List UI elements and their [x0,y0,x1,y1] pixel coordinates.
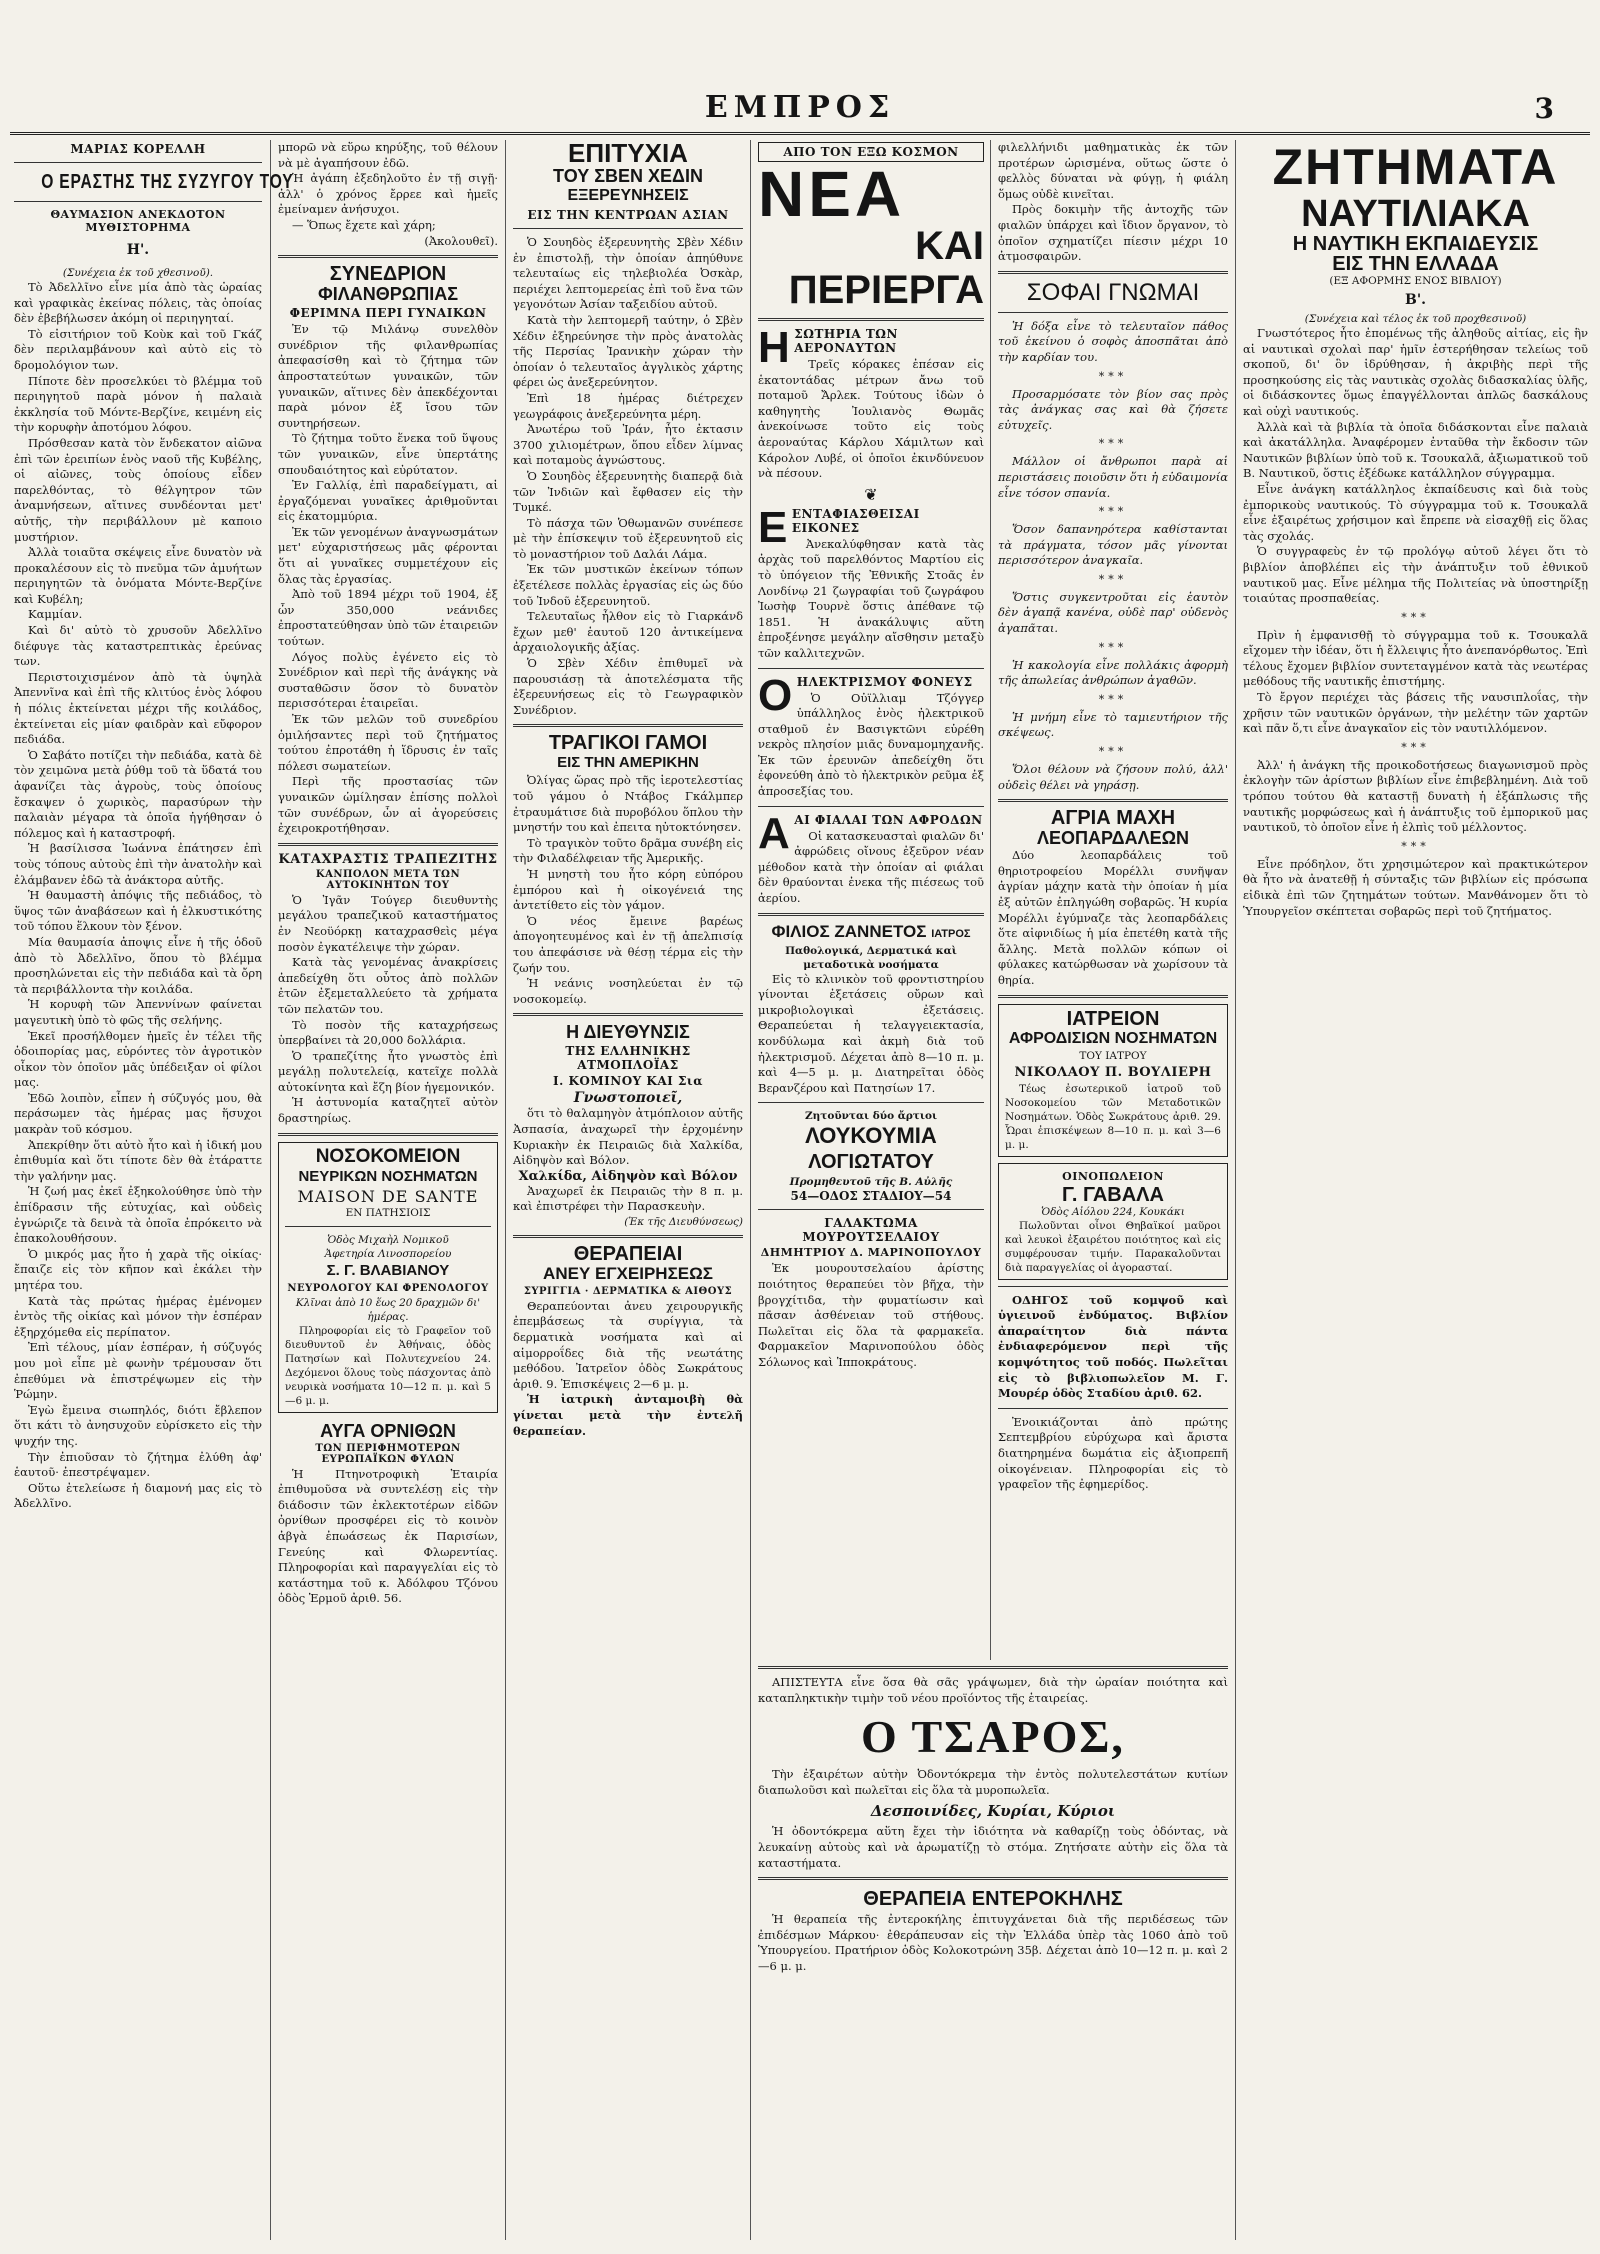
paragraph: Ὁ τραπεζίτης ἦτο γνωστὸς ἐπὶ μεγάλῃ πολυτελείᾳ, κατεῖχε πολλὰ αὐτοκίνητα καὶ ἔζη βίον ἡγεμονικόν. [278,1048,498,1094]
novel-title [14,169,294,195]
ad-subtitle: ΣΥΡΙΓΓΙΑ · ΔΕΡΜΑΤΙΚΑ & ΑΙΘΟΥΣ [523,1285,733,1297]
continuation-note: (Συνέχεια καὶ τέλος ἐκ τοῦ προχθεσινοῦ) [1304,313,1527,325]
paragraph: Ἀνωτέρω τοῦ Ἰράν, ἦτο ἐκτασιν 3700 χιλιομέτρων, ὅπου εἶδεν λίμνας καὶ ποταμοὺς ἀγνώστους. [513,422,743,468]
paragraph: Ἡ ἀγάπη ἐξεδηλοῦτο ἐν τῇ σιγῇ· ἀλλ' ὁ χρόνος ἔρρεε καὶ ἡμεῖς ἐμείναμεν ἀνήσυχοι. [278,171,498,217]
paragraph: — Ὅπως ἔχετε καὶ χάρη; [292,217,436,232]
stars-separator: *** [1098,369,1128,383]
paragraph: Πρόσθεσαν κατὰ τὸν ἕνδεκατον αἰῶνα ἐπὶ τῶν ἐρειπίων ἑνὸς ναοῦ τῆς Κυβέλης, οἱ αἰῶνες, τοὺς ὁποίους εἶδεν παρελθόντας, τὸ θέλγητρον τῶν ἀναμνήσεων, αἴτινες συνδέονται μετ' αὐτῆς, τὴν περιβάλλουν μὲ καποιο μυστήριον. [14,435,262,544]
paragraph: Ἡ νεάνις νοσηλεύεται ἐν τῷ νοσοκομείῳ. [513,976,743,1006]
ad-doctor-name: ΦΙΛΙΟΣ ΖΑΝΝΕΤΟΣ [771,921,927,941]
paragraph: Ἀλλὰ τοιαῦτα σκέψεις εἶνε δυνατὸν νὰ προκαλέσουν εἰς τὸ πνεῦμα τῶν ἀμυήτων περιηγητῶν τὰ ὀνόματα Μόντε-Βερζίνε καὶ Κυβέλη; [14,545,262,606]
paragraph: Ὁ μικρός μας ἦτο ἡ χαρὰ τῆς οἰκίας· ἔπαιζε εἰς τὸν κῆπον καὶ ἐκάλει τὴν μητέρα του. [14,1246,262,1292]
ad-nosokomeion [278,1142,498,1413]
author-name: ΜΑΡΙΑΣ ΚΟΡΕΛΛΗ [70,142,206,156]
paragraph: Καὶ δι' αὐτὸ τὸ χρυσοῦν Ἀδελλῖνο διέφυγε τὰς καταστρεπτικὰς ἐρεύνας των. [14,623,262,669]
paragraph: Γνωστότερος ἦτο ἐπομένως τῆς ἀληθοῦς αἰτίας, εἰς ἣν αἱ ναυτικαὶ σχολαὶ παρ' ἡμῖν ἐστερήθησαν τελείως τοῦ σκοποῦ, δι' ὃν ἱδρύθησαν, ἡ ἀκριβὴς περὶ τῆς προσηκούσης εἰς τὰς ναυτικὰς σχολὰς διδασκαλίας ὑλῆς, οἱ διδάσκοντες ὅμως ἐπαγγέλλονται ἀπλῶς δασκάλους καὶ οὐχὶ ναυτικούς. [1243,326,1588,418]
ad-title [758,922,984,944]
divider [998,995,1228,998]
paragraph: Τὴν ἐπιοῦσαν τὸ ζήτημα ἐλύθη ἀφ' ἑαυτοῦ· ἐπεστρέψαμεν. [14,1449,262,1480]
divider [513,1235,743,1238]
maxim: Προσαρμόσατε τὸν βίον σας πρὸς τὰς ἀνάγκας σας καὶ θὰ ζήσετε εὐτυχεῖς. [998,386,1228,432]
paragraph: Ἐκ τῶν μελῶν τοῦ συνεδρίου ὁμιλήσαντες περὶ τοῦ ζητήματος τούτου ἐπροτάθη ἡ ἵδρυσις ἐν ταῖς πόλεσι σωματείων. [278,712,498,773]
section-title-perierga: ΚΑΙ ΠΕΡΙΕΡΓΑ [788,224,984,312]
column-3 [513,140,743,2240]
column-rule [505,140,506,2240]
ad-text: Ἀναχωρεῖ ἐκ Πειραιῶς τὴν 8 π. μ. καὶ ἐπιστρέφει τὴν Παρασκευὴν. [513,1183,743,1214]
ad-title: ΑΝΕΥ ΕΓΧΕΙΡΗΣΕΩΣ [543,1263,713,1283]
paragraph: Ἐπὶ τέλους, μίαν ἑσπέραν, ἡ σύζυγός μου μοὶ εἶπε μὲ φωνὴν τρέμουσαν ὅτι ἐπεθύμει νὰ ἐπιστρέψωμεν εἰς τὴν Ῥώμην. [14,1340,262,1402]
ad-text: Τὴν ἐξαιρέτων αὐτὴν Ὀδοντόκρεμα τὴν ἐντὸς πολυτελεστάτων κυτίων διαπωλοῦσι καὶ πωλεῖται εἰς ὅλα τὰ μυροπωλεῖα. [758,1767,1228,1797]
ad-text: Εἰς τὸ κλινικὸν τοῦ φροντιστηρίου γίνονται ἐξετάσεις οὔρων καὶ μικροβιολογικαὶ ἐξετάσεις. Θεραπεύεται ἡ τελαγγειεκτασία, κονδύλωμα καὶ ἀκμὴ διὰ τοῦ ἠλεκτρισμοῦ. Δέχεται ἀπὸ 8—10 π. μ. καὶ 4—5 μ. μ. Διατηρεῖται ὁδὸς Βερανζέρου καὶ Πατησίων 17. [758,971,984,1095]
paragraph: Ἡ βασίλισσα Ἰωάννα ἐπάτησεν ἐπὶ τοὺς τόπους αὐτοὺς ἐπὶ τὴν ἀνατολὴν καὶ ἐλάμβανεν ἐδῶ τὰ ἀνάκτορα αὐτῆς. [14,841,262,887]
ad-title: Η ΔΙΕΥΘΥΝΣΙΣ [566,1022,690,1043]
article-title: ΤΟΥ ΣΒΕΝ ΧΕΔΙΝ [553,166,703,186]
paragraph: Πρὸς δοκιμὴν τῆς ἀντοχῆς τῶν φιαλῶν ὑπάρχει καὶ ἴδιον ὄργανον, τὸ ὁποῖον σχηματίζει πίεσιν μέχρι 10 ἀτμοσφαιρῶν. [998,202,1228,264]
chapter-number: Η'. [126,242,150,258]
news-heading [758,502,984,552]
paragraph: Ἀπὸ τοῦ 1894 μέχρι τοῦ 1904, ἐξ ὧν 350,000 νεάνιδες ἐπροστατεύθησαν ὑπὸ τῶν ἑταιρειῶν τούτων. [278,587,498,649]
paragraph: Ἀλλ' ἡ ἀνάγκη τῆς προικοδοτήσεως διαγωνισμοῦ πρὸς ἐκλογὴν τῶν ἀρίστων βιβλίων εἶνε ἐπιβεβλημένη. Διὰ τοῦ τρόπου τούτου θὰ καταστῇ δυνατὴ ἡ ἐξάπλωσις τῆς ναυτικῆς μορφώσεως καὶ ἡ ἀνάπτυξις τοῦ ἐμπορικοῦ μας ναυτικοῦ, τὸ ὁποῖον εἶνε ἡ ἐλπὶς τοῦ μέλλοντος. [1243,757,1588,835]
stars-separator: *** [1098,505,1128,519]
article-title: ΕΞΕΡΕΥΝΗΣΕΙΣ [567,187,689,204]
ad-supplier: Προμηθευτοῦ τῆς Β. Αὐλῆς [789,1176,953,1189]
page-number: 3 [1534,92,1554,125]
paragraph: Ἡ μνηστὴ του ἦτο κόρη εὐπόρου ἐμπόρου καὶ ἡ οἰκογένειά της ἀντετίθετο εἰς τὸν γάμον. [513,866,743,913]
paragraph: Καμμίαν. [28,607,83,622]
dropcap: Ε [758,502,788,552]
paragraph: Ἡ κορυφὴ τῶν Ἀπεννίνων φαίνεται μαγευτικὴ ὑπὸ τὸ φῶς τῆς σελήνης. [14,997,262,1027]
news-heading-text: ΕΝΤΑΦΙΑΣΘΕΙΣΑΙ ΕΙΚΟΝΕΣ [791,506,920,535]
wide-ad-area [758,1660,1228,2240]
dropcap: Η [758,323,791,372]
article-subtitle: ΕΙΣ ΤΗΝ ΚΕΝΤΡΩΑΝ ΑΣΙΑΝ [527,208,729,222]
article-subtitle: Η ΝΑΥΤΙΚΗ ΕΚΠΑΙΔΕΥΣΙΣ [1292,233,1539,255]
maxim: Ὅλοι θέλουν νὰ ζήσουν πολύ, ἀλλ' οὐδεὶς θέλει νὰ γηράσῃ. [998,762,1228,792]
paragraph: Τρεῖς κόρακες ἐπέσαν εἰς ἑκατοντάδας μέτρων ἄνω τοῦ ποταμοῦ Ἄρλεκ. Τούτους ἰδὼν ὁ καθηγητὴς Ἰουλιανὸς Θωμᾶς ἀνεκοίνωσε τοῦτο εἰς τοὺς ἀεροναύτας Κάρλου Χάμιλτων καὶ Κάρολον Λυβέ, οἱ ὁποῖοι ἐκινδύνευον νὰ πέσουν. [758,357,984,481]
divider [278,255,498,258]
ad-title: ΑΦΡΟΔΙΣΙΩΝ ΝΟΣΗΜΑΤΩΝ [1008,1029,1218,1047]
ad-address: Ὁδὸς Αἰόλου 224, Κουκάκι [1041,1205,1185,1218]
divider [998,799,1228,802]
divider [998,1408,1228,1409]
divider [285,1226,491,1227]
ad-text: Τέως ἐσωτερικοῦ ἰατροῦ τοῦ Νοσοκομείου τῶν Μεταδοτικῶν Νοσημάτων. Ὁδὸς Σωκράτους ἀριθ. 29. Ὧραι ἐπισκέψεων 8—10 π. μ. καὶ 3—6 μ. μ. [1005,1082,1221,1151]
paragraph: Εἶνε πρόδηλον, ὅτι χρησιμώτερον καὶ πρακτικώτερον θὰ ἦτο νὰ ἀνατεθῇ ἡ σύνταξις τῶν βιβλίων εἰς πρόσωπα εἰδικὰ ἐπὶ τῶν ζητημάτων τούτων. Μανθάνομεν ὅτι τὸ Ὑπουργεῖον σκέπτεται σοβαρῶς περὶ τοῦ ζητήματος. [1243,856,1588,918]
ad-place: ΕΝ ΠΑΤΗΣΙΟΙΣ [345,1206,431,1219]
paragraph: Πίποτε δὲν προσελκύει τὸ βλέμμα τοῦ περιηγητοῦ παρὰ μόνον ἡ παλαιὰ ἐκκλησία τοῦ Μόντε-Βερζίνε, κειμένη εἰς τὴν κορυφὴν ἀποτόμου λόφου. [14,373,262,435]
paragraph: μπορῶ νὰ εὕρω κηρύξης, τοῦ θέλουν νὰ μὲ ἀγαπήσουν ἐδῶ. [278,140,498,170]
article-subtitle: ΕΙΣ ΤΗΝ ΑΜΕΡΙΚΗΝ [557,754,699,772]
ornament-icon: ❦ [864,484,878,504]
ad-title: ΛΟΥΚΟΥΜΙΑ [805,1123,937,1149]
divider [513,724,743,727]
paragraph: Ὀλίγας ὥρας πρὸ τῆς ἱεροτελεστίας τοῦ γάμου ὁ Ντάβος Γκάλμπερ ἐτραυμάτισε διὰ πυροβόλου ὅπλου τὴν μνηστήν του καὶ ἐπειτα ηὐτοκτόνησεν. [513,773,743,835]
article-title: ΤΡΑΓΙΚΟΙ ΓΑΜΟΙ [548,732,708,755]
paragraph: Κατὰ τὰς γενομένας ἀνακρίσεις ἀπεδείχθη ὅτι οὗτος ἀπὸ πολλῶν ἐτῶν ἐξεμεταλλεύετο τὰ χρήματα τῶν πελατῶν του. [278,955,498,1016]
paragraph: Ἀλλὰ καὶ τὰ βιβλία τὰ ὁποῖα διδάσκονται εἶνε παλαιὰ καὶ ἀκατάλληλα. Ἀναφέρομεν ἐνταῦθα τὴν ἔκδοσιν τῶν Ναυτικῶν βιβλίων ὑπὸ τοῦ κ. Τσουκαλᾶ, ἀξιωματικοῦ τοῦ Β. Ναυτικοῦ, ὅστις ἐξέδωκε κατάλληλον σύγγραμμα. [1243,419,1588,481]
ad-name: Γ. ΓΑΒΑΛΑ [1062,1183,1164,1206]
ad-announce: Γνωστοποιεῖ, [573,1090,683,1107]
article-title: ΖΗΤΗΜΑΤΑ [1272,139,1559,195]
paragraph: Τὸ τραγικὸν τοῦτο δρᾶμα συνέβη εἰς τὴν Φιλαδέλφειαν τῆς Ἀμερικῆς. [513,835,743,866]
paragraph: Λόγος πολὺς ἐγένετο εἰς τὸ Συνέδριον καὶ περὶ τῆς ἀνάγκης νὰ συσταθῶσιν ὅσον τὸ δυνατὸν περισσότεραι ἑταιρεῖαι. [278,649,498,711]
paragraph: Ἀνεκαλύφθησαν κατὰ τὰς ἀρχὰς τοῦ παρελθόντος Μαρτίου εἰς τὸ ὑπόγειον τῆς Ἐθνικῆς Στοᾶς ἐν Λονδίνῳ 21 ζωγραφίαι τοῦ ζωγράφου Ἰωσὴφ Τουρνὲ ὅστις ἀπέθανε τῷ 1851. Ἡ ἀνακάλυψις αὕτη ἐπροξένησε μεγάλην αἴσθησιν μεταξὺ τῶν καλλιτεχνῶν. [758,536,984,660]
ad-text: Ἡ θεραπεία τῆς ἐντεροκήλης ἐπιτυγχάνεται διὰ τῆς περιδέσεως τῶν ἐπιδέσμων Μάρκου· ἐθεράπευσαν εἰς τὴν Ἑλλάδα ὑπὲρ τὰς 1060 ἀπὸ τοῦ Ὑπουργείου. Πρατήριον ὁδὸς Κολοκοτρώνη 35β. Δέχεται ἀπὸ 10—12 π. μ. καὶ 2—6 μ. μ. [758,1912,1228,1973]
ad-text: Θεραπεύονται ἀνευ χειρουργικῆς ἐπεμβάσεως τὰ συρίγγια, τὰ δερματικὰ νοσήματα καὶ αἱ αἱμορροΐδες διὰ τῆς νεωτάτης μεθόδου. Ἰατρεῖον ὁδὸς Σωκράτους ἀριθ. 9. Ἐπισκέψεις 2—6 μ. μ. [513,1298,743,1391]
stars-separator: *** [1098,437,1128,451]
ad-tsaros-title: Ο ΤΣΑΡΟΣ, [861,1711,1125,1763]
ad-audience: Δεσποινίδες, Κυρίαι, Κύριοι [870,1802,1116,1821]
ad-title: ΘΕΡΑΠΕΙΑ ΕΝΤΕΡΟΚΗΛΗΣ [863,1888,1123,1911]
to-be-continued: (Ἀκολουθεῖ). [424,233,498,248]
news-heading-text: ΑΙ ΦΙΑΛΑΙ ΤΩΝ ΑΦΡΟΔΩΝ [794,812,983,827]
paragraph: Ὁ νέος ἔμεινε βαρέως ἀπογοητευμένος καὶ ἐν τῇ ἀπελπισίᾳ του ἀπεφάσισε νὰ θέσῃ τέρμα εἰς τὴν ζωήν του. [513,913,743,975]
divider [998,1286,1228,1287]
maxim: Ἡ μνήμη εἶνε τὸ ταμιευτήριον τῆς σκέψεως. [998,709,1228,740]
ad-doctor-role: ΙΑΤΡΟΣ [931,927,971,940]
column-6 [1243,140,1588,2240]
stars-separator: *** [1401,740,1430,754]
news-heading [758,670,984,720]
ad-oinopoleion [998,1163,1228,1280]
divider [998,271,1228,274]
divider [14,162,262,163]
ad-loukoumia [758,1109,984,1203]
divider [998,312,1228,313]
paragraph: Τὸ Ἀδελλῖνο εἶνε μία ἀπὸ τὰς ὡραίας καὶ γραφικὰς ἐκείνας πόλεις, τὰς ὁποίας δὲν ἐβεβήλωσεν ἀκόμη οἱ περιηγηταί. [14,280,262,326]
column-rule [270,140,271,2240]
paragraph: Ἡ ἀστυνομία καταζητεῖ αὐτὸν δραστηρίως. [278,1095,498,1126]
ad-text: Ἡ Πτηνοτροφικὴ Ἑταιρία ἐπιθυμοῦσα νὰ συντελέσῃ εἰς τὴν διάδοσιν τῶν ἐκλεκτοτέρων εἰδῶν ὀρνίθων προσφέρει εἰς τὸ κοινὸν ἀβγὰ ἐπωάσεως ἐκ Παρισίων, Γενεύης καὶ Φλωρεντίας. Πληροφορίαι καὶ παραγγελίαι εἰς τὸ κατάστημα τοῦ κ. Ἀδόλφου Τζόνου ὁδὸς Ἑρμοῦ ἀριθ. 56. [278,1466,498,1606]
ad-of: ΤΟΥ ΙΑΤΡΟΥ [1079,1049,1147,1062]
ad-enoikiazontai: Ἐνοικιάζονται ἀπὸ πρώτης Σεπτεμβρίου εὐρύχωρα καὶ ἄριστα διατηρημένα δωμάτια εἰς ἀξιοπρεπῆ οἰκογένειαν. Πληροφορίαι εἰς τὸ γραφεῖον τῆς ἐφημερίδος. [998,1414,1228,1492]
divider [758,1666,1228,1669]
divider [758,1102,984,1103]
ad-note: Ἀφετηρία Λινοσπορείου [324,1247,452,1260]
stars-separator: *** [1098,745,1128,759]
stars-separator: *** [1098,640,1128,654]
ad-specialty: Παθολογικά, Δερματικά καὶ μεταδοτικὰ νοσήματα [785,944,957,971]
ad-zannetos [758,922,984,1097]
stars-separator: *** [1401,839,1430,853]
divider [513,1013,743,1016]
paragraph: Πρὶν ἡ ἐμφανισθῇ τὸ σύγγραμμα τοῦ κ. Τσουκαλᾶ εἴχομεν τὴν ἰδέαν, ὅτι ἡ ἔλλειψις ἦτο ἀνεπανόρθωτος. Ἐπὶ τέλους ἔχομεν βιβλίον συντεταγμένον κατὰ τὰς νεωτέρας μεθόδους τῆς ναυτικῆς ἐπιστήμης. [1243,627,1588,689]
paragraph: Κατὰ τὰς πρώτας ἡμέρας ἐμένομεν ἐντὸς τῆς οἰκίας καὶ μόνον τὴν ἑσπέραν ἐξηρχόμεθα εἰς περίπατον. [14,1293,262,1339]
novel-title-text: Ο ΕΡΑΣΤΗΣ ΤΗΣ ΣΥΖΥΓΟΥ ΤΟΥ [41,171,294,193]
ad-iatreion [998,1004,1228,1157]
paragraph: Τὸ πάσχα τῶν Ὁθωμανῶν συνέπεσε μὲ τὴν ἐπίσκεψιν τοῦ ἐξερευνητοῦ εἰς τὸ μοναστήριον τοῦ Δαλάι Λάμα. [513,515,743,561]
article-subtitle: ΚΑΝΠΟΛΟΝ ΜΕΤΑ ΤΩΝ ΑΥΤΟΚΙΝΗΤΩΝ ΤΟΥ [315,868,461,891]
maxim: Μάλλον οἱ ἄνθρωποι παρὰ αἱ περιστάσεις ποιοῦσιν ὅτι ἡ εὐδαιμονία εἶνε τόσον σπανία. [998,454,1228,500]
ad-text: Πληροφορίαι εἰς τὸ Γραφεῖον τοῦ διευθυντοῦ ἐν Ἀθήναις, ὁδὸς Πατησίων καὶ Πολυτεχνείου 24. Δεχόμενοι ὅλους τοὺς πάσχοντας ἀπὸ νευρικὰ νοσήματα 10—12 π. μ. καὶ 5—6 μ. μ. [285,1324,491,1407]
dropcap: Ο [758,670,793,720]
paragraph: φιλελλήνιδι μαθηματικὰς ἐκ τῶν προτέρων ὡρισμένα, οὕτως ὥστε ὁ φελλὸς δύναται νὰ φύγῃ, ἡ φιάλη ὅμως οὐδὲ κινεῖται. [998,140,1228,201]
ad-text: Πωλοῦνται οἶνοι Θηβαϊκοί μαῦροι καὶ λευκοὶ ἐξαιρέτου ποιότητος καὶ εἰς συμφέρουσαν τιμήν. Παρακαλοῦνται διὰ παραγγελίας οἱ ἀγορασταί. [1005,1219,1221,1274]
paragraph: Εἶνε ἀνάγκη κατάλληλος ἐκπαίδευσις καὶ διὰ τοὺς ἐμπορικοὺς ναυτικούς. Τὸ σύγγραμμα τοῦ κ. Τσουκαλᾶ εἶνε ἐξαιρέτως χρήσιμον καὶ ἔπρεπε νὰ εἰσαχθῇ εἰς ὅλας τὰς σχολάς. [1243,481,1588,543]
paragraph: Ὁ Σβὲν Χέδιν ἐπιθυμεῖ νὰ παρουσιάσῃ τὰ ἀποτελέσματα τῆς ἐξερευνήσεως εἰς τὸ Γεωγραφικὸν Συνέδριον. [513,656,743,717]
novel-subtitle: ΘΑΥΜΑΣΙΟΝ ΑΝΕΚΔΟΤΟΝ ΜΥΘΙΣΤΟΡΗΜΑ [50,208,226,234]
ad-text: Ἡ ὀδοντόκρεμα αὕτη ἔχει τὴν ἰδιότητα νὰ καθαρίζῃ τοὺς ὀδόντας, νὰ λευκαίνῃ αὐτοὺς καὶ νὰ ἀρωματίζῃ τὸ στόμα. Ζητήσατε αὐτὴν εἰς ὅλα τὰ καταστήματα. [758,1824,1228,1870]
ad-street: 54—ΟΔΟΣ ΣΤΑΔΙΟΥ—54 [790,1189,952,1204]
column-rule [1235,140,1236,2240]
stars-separator: *** [1098,692,1128,706]
divider [278,1133,498,1136]
divider [758,668,984,669]
article-subtitle: ΕΙΣ ΤΗΝ ΕΛΛΑΔΑ [1332,253,1499,275]
ad-title: ΛΟΓΙΩΤΑΤΟΥ [808,1151,934,1174]
ad-hours: Κλῖναι ἀπὸ 10 ἕως 20 δραχμῶν δι' ἡμέρας. [295,1296,481,1323]
divider [758,1209,984,1210]
ad-street: Ὁδὸς Μιχαὴλ Νομικοῦ [327,1233,449,1246]
ad-doctor: ΝΙΚΟΛΑΟΥ Π. ΒΟΥΛΙΕΡΗ [1014,1064,1212,1080]
column-1 [14,140,294,2240]
paragraph: Ἐγὼ ἔμεινα σιωπηλός, διότι ἔβλεπον ὅτι κάτι τὸ ἀνησυχοῦν εὑρίσκετο εἰς τὴν ψυχήν της. [14,1402,262,1448]
ad-odigos: ΟΔΗΓΟΣ τοῦ κομψοῦ καὶ ὑγιεινοῦ ἐνδύματος. Βιβλίον ἀπαραίτητον διὰ πάντα ἐνδιαφερόμενον περὶ τῆς κομψότητος τοῦ ποδός. Πωλεῖται εἰς τὸ βιβλιοπωλεῖον Μ. Γ. Μουρέρ ὁδὸς Σταδίου ἀριθ. 62. [998,1292,1228,1401]
news-heading-text: ΣΩΤΗΡΙΑ ΤΩΝ ΑΕΡΟΝΑΥΤΩΝ [794,327,898,355]
ad-title: ΑΥΓΑ ΟΡΝΙΘΩΝ [320,1420,456,1441]
paragraph: Περιστοιχισμένον ἀπὸ τὰ ὑψηλὰ Ἀπεννῖνα καὶ ἐπὶ τῆς κλιτύος ἑνὸς λόφου ἡ πόλις ἐκτείνεται μέχρι τῆς κοιλάδος, ἐκτείνεται εἰς μίαν φαιδρὰν καὶ εὔφορον πεδιάδα. [14,669,262,747]
paragraph: Ἐκεῖ προσήλθομεν ἡμεῖς ἐν τέλει τῆς ὁδοιπορίας μας, εὑρόντες τὸν ἀγροτικὸν οἶκον τὸν ὁποῖον μᾶς ὑπέδειξαν οἱ φίλοι μας. [14,1028,262,1090]
paragraph: Οἱ κατασκευασταὶ φιαλῶν δι' ἀφρώδεις οἴνους ἐξεῦρον νέαν μέθοδον κατὰ τὴν ὁποίαν αἱ φιάλαι δὲν θραύονται ἐνεκα τῆς πιέσεως τοῦ ἀερίου. [758,828,984,906]
news-heading-text: ΗΛΕΚΤΡΙΣΜΟΥ ΦΟΝΕΥΣ [796,674,973,689]
masthead [10,90,1590,130]
paragraph: Ἀπεκρίθην ὅτι αὐτὸ ἦτο καὶ ἡ ἰδική μου ἐπιθυμία καὶ ὅτι τίποτε δὲν θὰ ἐτάραττε τὴν γαλήνην μας. [14,1137,262,1183]
paragraph: Ὁ Σουηδὸς ἐξερευνητὴς διαπερᾷ διὰ τῶν Ἰνδιῶν καὶ ἔφθασεν εἰς τὴν Τυμκέ. [513,468,743,515]
ad-subtitle: ΔΗΜΗΤΡΙΟΥ Δ. ΜΑΡΙΝΟΠΟΥΛΟΥ [760,1246,982,1260]
continuation-note: (Συνέχεια ἐκ τοῦ χθεσινοῦ). [62,267,214,279]
divider [758,1877,1228,1880]
paragraph: Μία θαυμασία ἀποψις εἶνε ἡ τῆς ὁδοῦ ἀπὸ τὸ Ἀδελλῖνο, ὅπου τὸ βλέμμα προσηλώνεται εἰς τὴν πεδιάδα καὶ τὰ ὄρη τὰ περιβάλλοντα τὴν κοιλάδα. [14,934,262,996]
paragraph: Τὸ ἔργον περιέχει τὰς βάσεις τῆς ναυσιπλοΐας, τὴν χρῆσιν τῶν ναυτικῶν ὀργάνων, τὴν μελέτην τῶν χαρτῶν καὶ πᾶν ὅ,τι εἶνε ἀναγκαῖον εἰς τὸν ναυτιλλόμενον. [1243,690,1588,736]
paragraph: Ὁ Οὐϊλλιαμ Τζόγγερ ὑπάλληλος ἐνὸς ἠλεκτρικοῦ σταθμοῦ ἐν Βασιγκτῶνι εὑρέθη νεκρὸς πλησίον μιᾶς δυναμομηχανῆς. Ἐκ τῶν ἐρευνῶν ἀπεδείχθη ὅτι ἐφονεύθη ἀπὸ τὸ ἠλεκτρικὸν ρεῦμα ἐξ ἀπροσεξίας του. [758,690,984,799]
paragraph: Τὸ ζήτημα τοῦτο ἕνεκα τοῦ ὕψους τῶν γυναικῶν, εἶνε ὑπερτάτης σπουδαιότητος καὶ εὐρύτατον. [278,431,498,477]
paragraph: Περὶ τῆς προστασίας τῶν γυναικῶν ὡμίλησαν ἐπίσης πολλοὶ τῶν συνέδρων, ὧν αἱ ἀγορεύσεις ἐχειροκροτήθησαν. [278,774,498,836]
ad-title: ΝΕΥΡΙΚΩΝ ΝΟΣΗΜΑΤΩΝ [298,1167,478,1185]
paragraph: Ὁ Σουηδὸς ἐξερευνητὴς Σβὲν Χέδιν ἐν ἐπιστολῇ, τὴν ὁποίαν ἀπηύθυνε τελευταίως εἰς τηλεβιολέα Ὀσκὰρ, περιέχει λεπτομερείας ἐπὶ τοῦ ἔνα τῶν γεγονότων Ἀσίαν ταξειδίου αὐτοῦ. [513,235,743,312]
ad-title: ΘΕΡΑΠΕΙΑΙ [573,1242,683,1265]
ad-title: ΓΑΛΑΚΤΩΜΑ ΜΟΥΡΟΥΤΣΕΛΑΙΟΥ [802,1216,940,1245]
maxim: Ἡ δόξα εἶνε τὸ τελευταῖον πάθος τοῦ ἐκείνου ὁ σοφὸς ἀποσπᾶται ἀπὸ τὴν καρδίαν του. [998,318,1228,364]
maxim: Ἡ κακολογία εἶνε πολλάκις ἀφορμὴ τῆς ἀπωλείας ἀνθρώπων ἀγαθῶν. [998,657,1228,688]
ad-line: Ζητοῦνται δύο ἄρτιοι [804,1110,938,1123]
part-number: Β'. [1405,292,1426,308]
masthead-rule [10,132,1590,135]
maxim: Ὅσον δαπανηρότερα καθίστανται τὰ πράγματα, τόσον μᾶς γίνονται περισσότερον ἀναγκαῖα. [998,522,1228,568]
section-title-nea: ΝΕΑ [758,158,906,230]
maxim: Ὅστις συγκεντροῦται εἰς ἑαυτὸν δὲν ἀγαπᾷ κανένα, οὐδὲ παρ' οὐδενὸς ἀγαπᾶται. [998,589,1228,636]
paragraph: Δύο λεοπαρδάλεις τοῦ θηριοτροφείου Μορέλλι συνῆψαν ἀγρίαν μάχην κατὰ τὴν ὁποίαν ἡ μία ἐξ αὐτῶν ἐπληγώθη σοβαρῶς. Ἡ κυρία Μορέλλι ἐγύμναζε τὰς λεοπαρδάλεις ὅτε αἰφνιδίως ἡ μία ἐπετέθη κατὰ τῆς ἄλλης. Μετὰ πολλῶν κόπων οἱ φύλακες κατώρθωσαν νὰ χωρίσουν τὰ θηρία. [998,848,1228,987]
column-2 [278,140,498,2240]
paragraph: Ἐκ τῶν γενομένων ἀναγνωσμάτων μετ' εὐχαριστήσεως μᾶς φέρονται ὅτι αἱ γυναῖκες συμμετέχουν εἰς ὅλας τὰς ἐργασίας. [278,524,498,586]
paragraph: Τὸ ποσὸν τῆς καταχρήσεως ὑπερβαίνει τὰ 20,000 δολλάρια. [278,1017,498,1048]
news-heading [758,323,984,372]
paragraph: Τελευταῖως ἦλθον εἰς τὸ Γιαρκάνδ ἔχων μεθ' ἑαυτοῦ 120 ἀντικείμενα ἀρχαιολογικῆς ἀξίας. [513,609,743,655]
paragraph: Ἐδῶ λοιπὸν, εἶπεν ἡ σύζυγός μου, θὰ περάσωμεν τὰς ἡμέρας μας ἥσυχοι μακρὰν τοῦ κόσμου. [14,1090,262,1137]
paragraph: Ἐκ τῶν μυστικῶν ἐκείνων τόπων ἐξετέλεσε πολλὰς ἐργασίας εἰς ὡς δύο τοῦ Ἰνδοῦ ἐξερευνητοῦ. [513,562,743,608]
divider [758,318,984,321]
ad-text: ΑΠΙΣΤΕΥΤΑ εἶνε ὅσα θὰ σᾶς γράψωμεν, διὰ τὴν ὡραίαν ποιότητα καὶ καταπληκτικὴν τιμὴν τοῦ νέου προϊόντος τῆς ἑταιρείας. [758,1675,1228,1705]
ad-doctor: Σ. Γ. ΒΛΑΒΙΑΝΟΥ [326,1261,450,1279]
ad-text: Ἐκ μουρουτσελαίου ἀρίστης ποιότητος θεραπεύει τὸν βῆχα, τὴν βρογχίτιδα, τὴν φυματίωσιν καὶ πᾶσαν ἀσθένειαν τοῦ στήθους. Πωλεῖται εἰς ὅλα τὰ φαρμακεῖα. Φαρμακεῖον Μαρινοπούλου ὁδὸς Σόλωνος καὶ Ἱπποκράτους. [758,1261,984,1369]
paragraph: Ἐπὶ 18 ἡμέρας διέτρεχεν γεωγράφοις ἀνεξερεύνητα μέρη. [513,390,743,421]
dropcap: Α [758,808,791,858]
paragraph: Ἡ θαυμαστὴ ἀπόψις τῆς πεδιάδος, τὸ ὕψος τῶν ἀναβάσεων καὶ ἡ ἐλκυστικότης τοῦ τόπου ἕλκουν τὸν ξένον. [14,888,262,934]
article-title: ΕΠΙΤΥΧΙΑ [568,138,688,168]
ad-subtitle: Ι. ΚΟΜΙΝΟΥ ΚΑΙ Σια [553,1074,703,1089]
divider [513,228,743,229]
article-title: ΑΓΡΙΑ ΜΑΧΗ [1050,807,1176,830]
ad-title: ΙΑΤΡΕΙΟΝ [1066,1007,1160,1030]
section-title: ΣΟΦΑΙ ΓΝΩΜΑΙ [1026,278,1200,306]
newspaper-title: ΕΜΠΡΟΣ [704,90,896,125]
divider [758,913,984,916]
paragraph: Ἐν Γαλλίᾳ, ἐπὶ παραδείγματι, αἱ ἐργαζόμεναι γυναῖκες ἀριθμοῦνται εἰς ἑκατομμύρια. [278,478,498,524]
paragraph: Οὕτω ἐτελείωσε ἡ διαμονή μας εἰς τὸ Ἀδελλῖνο. [14,1480,262,1511]
paragraph: Κατὰ τὴν λεπτομερῆ ταύτην, ὁ Σβὲν Χέδιν ἐξηρεύνησε τὴν πρὸς ἀνατολὰς τῆς Περσίας Ἰρανικὴν χώραν τὴν ὁποίαν ὁ τελευταῖος ἀγγλικὸς χάρτης φέρει ὡς ἀνεξερεύνητον. [513,312,743,390]
divider [278,843,498,846]
stars-separator: *** [1401,610,1430,624]
article-title: ΛΕΟΠΑΡΔΑΛΕΩΝ [1036,828,1190,849]
ad-maison: MAISON DE SANTE [297,1186,479,1206]
ad-subtitle: ΤΗΣ ΕΛΛΗΝΙΚΗΣ ΑΤΜΟΠΛΟΪΑΣ [565,1044,691,1073]
ad-route: Χαλκίδα, Αἰδηψὸν καὶ Βόλον [518,1168,738,1184]
ad-text: Ἡ ἰατρικὴ ἀνταμοιβὴ θὰ γίνεται μετὰ τὴν ἐντελῆ θεραπείαν. [513,1392,743,1438]
ad-signature: (Ἐκ τῆς Διευθύνσεως) [624,1215,743,1228]
ad-title: ΝΟΣΟΚΟΜΕΙΟΝ [315,1145,461,1167]
divider [14,201,262,202]
article-title: ΣΥΝΕΔΡΙΟΝ [329,263,447,286]
ad-subtitle: ΤΩΝ ΠΕΡΙΦΗΜΟΤΕΡΩΝ ΕΥΡΩΠΑΪΚΩΝ ΦΥΛΩΝ [315,1442,461,1465]
column-rule [750,140,751,2240]
article-title: ΦΙΛΑΝΘΡΩΠΙΑΣ [317,284,459,305]
paragraph: Ἡ ζωή μας ἐκεῖ ἐξηκολούθησε ὑπὸ τὴν ἐπίδρασιν τῆς εὐτυχίας, καὶ οὐδεὶς ἐγνώριζε τὰ δεινὰ τὰ ὁποῖα ἐπρόκειτο νὰ ἐπακολουθήσουν. [14,1184,262,1246]
paragraph: Τὸ εἰσιτήριον τοῦ Κοὺκ καὶ τοῦ Γκάζ δὲν περιλαμβάνουν καὶ αὐτὸ εἰς τὸ δρομολόγιον των. [14,326,262,372]
ad-specialty: ΝΕΥΡΟΛΟΓΟΥ ΚΑΙ ΦΡΕΝΟΛΟΓΟΥ [287,1282,489,1294]
paragraph: Ἐν τῷ Μιλάνῳ συνελθὸν συνέδριον τῆς φιλανθρωπίας ἀπεφασίσθη καὶ τὸ ζήτημα τῶν ἀπροστατεύτων γυναικῶν, τῶν γυναικῶν, αἵτινες δὲν ἀπεκδέχονται παρὰ μόνον ἐξ ἴσου τῶν συντηρήσεων. [278,322,498,430]
article-note: (ΕΞ ΑΦΟΡΜΗΣ ΕΝΟΣ ΒΙΒΛΙΟΥ) [1329,275,1502,287]
divider [758,806,984,807]
article-subtitle: ΦΕΡΙΜΝΑ ΠΕΡΙ ΓΥΝΑΙΚΩΝ [289,306,487,321]
ad-title: ΟΙΝΟΠΩΛΕΙΟΝ [1062,1169,1164,1183]
ad-galaktoma [758,1216,984,1370]
stars-separator: *** [1098,572,1128,586]
ad-text: ὅτι τὸ θαλαμηγὸν ἀτμόπλοιον αὐτῆς Ἀσπασία, ἀναχωρεῖ τὴν ἐρχομένην Κυριακὴν ἐκ Πειραιῶς διὰ Χαλκίδα, Αἰδηψὸν καὶ Βόλον. [513,1106,743,1168]
paragraph: Ὁ Ἰγᾶν Τούγερ διευθυντὴς μεγάλου τραπεζικοῦ καταστήματος ἐν Νεοϋόρκῃ καταχρασθεὶς μέγα ποσὸν ἐγκατέλειψε τὴν χώραν. [278,892,498,954]
news-heading [758,808,984,858]
section-label: ΑΠΟ ΤΟΝ ΕΞΩ ΚΟΣΜΟΝ [758,142,984,162]
article-title: ΚΑΤΑΧΡΑΣΤΙΣ ΤΡΑΠΕΖΙΤΗΣ [278,851,498,867]
article-title: ΝΑΥΤΙΛΙΑΚΑ [1301,193,1530,235]
paragraph: Ὁ Σαβάτο ποτίζει τὴν πεδιάδα, κατὰ δὲ τὸν χειμῶνα μετὰ ῥύθμ τοῦ τὰ ὕδατά του ἀφανίζει τὰς ἀγροὺς, τοὺς ὁποίους ἔσκαψεν ὁ χωρικὸς, παρασύρων τὴν παλαιὰν μέγαρα τὰ ὁποῖα ἠγήθησαν ὁ πόλεμος καὶ ἡ καταστροφή. [14,747,262,840]
paragraph: Ὁ συγγραφεὺς ἐν τῷ προλόγῳ αὐτοῦ λέγει ὅτι τὸ βιβλίον ἀποβλέπει εἰς τὴν ἀνάπτυξιν τοῦ ἐθνικοῦ ναυτικοῦ μας. Εἶνε μέλημα τῆς Πολιτείας νὰ ὑποστηρίξῃ τοιαύτας προσπαθείας. [1243,544,1588,606]
